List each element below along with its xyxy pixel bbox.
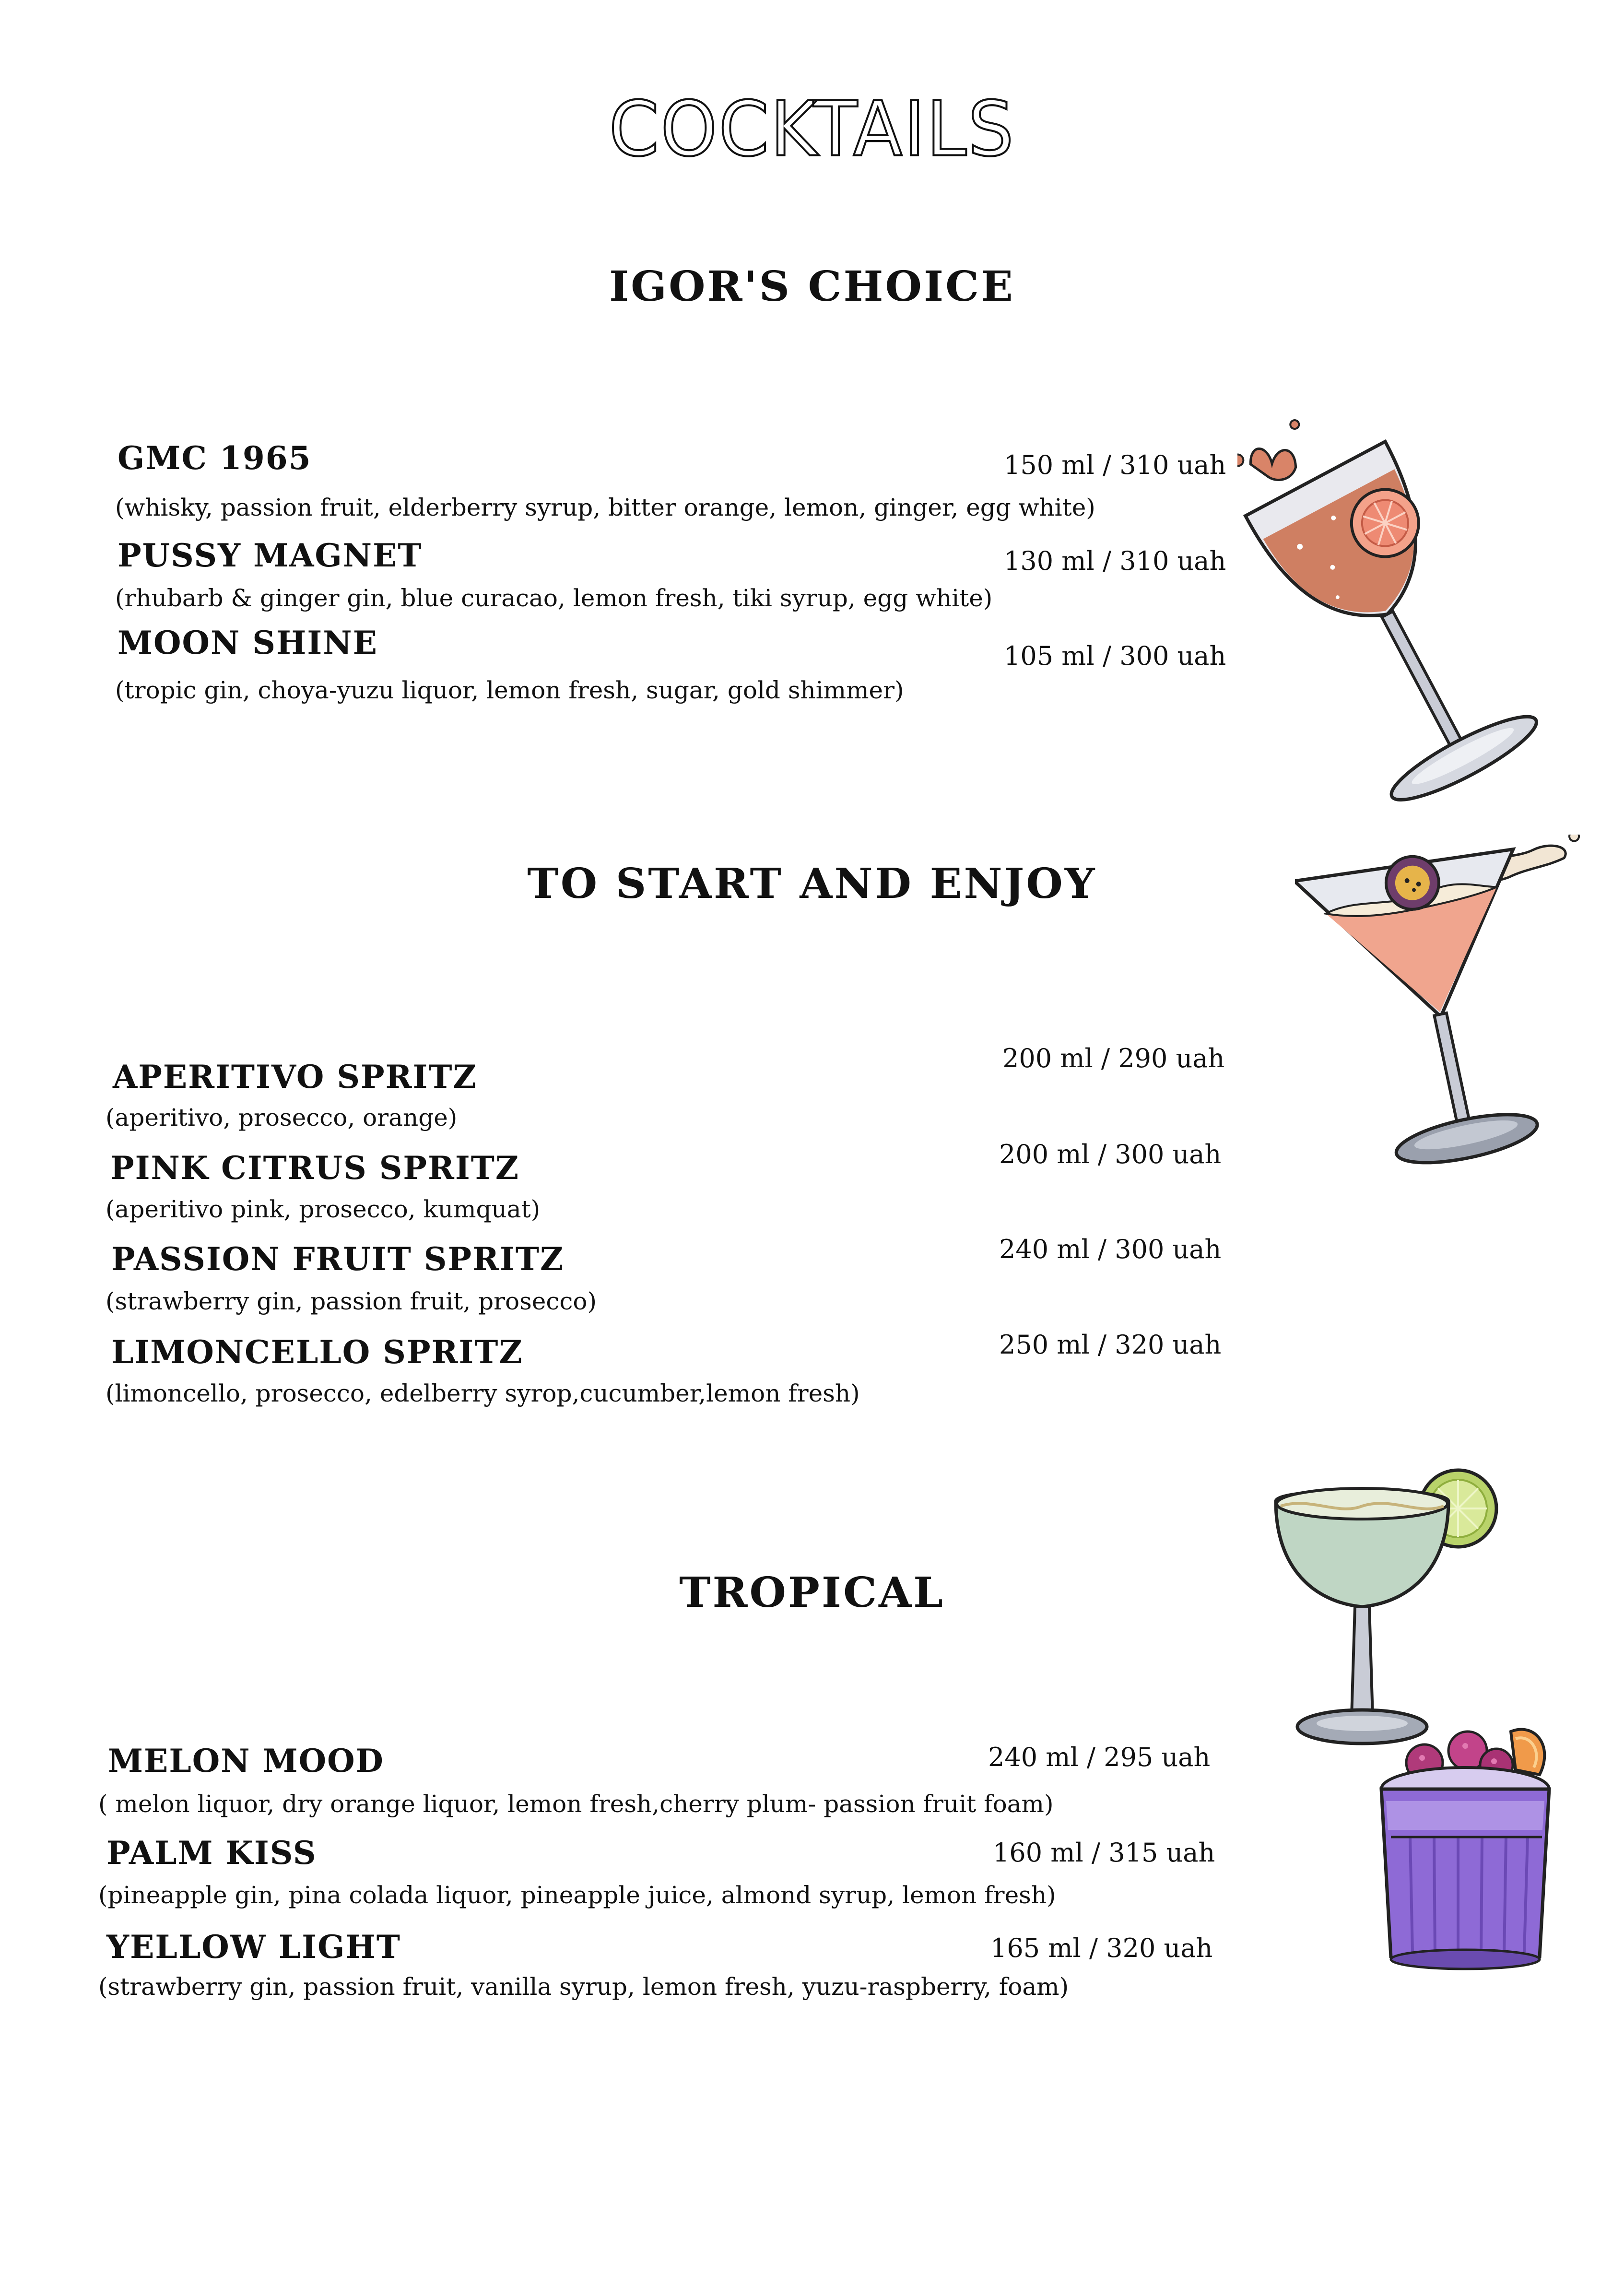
purple-tumbler-icon xyxy=(1372,1717,1564,1976)
item-name-pussy-magnet: PUSSY MAGNET xyxy=(118,537,423,574)
item-description: (strawberry gin, passion fruit, prosecco) xyxy=(106,1287,597,1315)
item-name-moon-shine: MOON SHINE xyxy=(118,624,378,661)
item-price: 165 ml / 320 uah xyxy=(990,1933,1213,1963)
item-description: (rhubarb & ginger gin, blue curacao, lemon fresh, tiki syrup, egg white) xyxy=(115,584,993,612)
item-price: 150 ml / 310 uah xyxy=(1004,450,1226,480)
item-price: 240 ml / 295 uah xyxy=(988,1742,1211,1772)
martini-glass-icon xyxy=(1295,835,1624,1180)
section-title-tropical: TROPICAL xyxy=(679,1568,945,1617)
item-description: (pineapple gin, pina colada liquor, pineapple juice, almond syrup, lemon fresh) xyxy=(98,1881,1056,1909)
item-name-melon-mood: MELON MOOD xyxy=(108,1742,384,1779)
item-price: 200 ml / 300 uah xyxy=(999,1139,1222,1169)
section-title-to-start-and-enjoy: TO START AND ENJOY xyxy=(527,860,1097,908)
item-name-gmc-1965: GMC 1965 xyxy=(118,439,312,477)
item-description: (aperitivo pink, prosecco, kumquat) xyxy=(106,1195,541,1223)
item-price: 160 ml / 315 uah xyxy=(993,1838,1215,1868)
wine-glass-splash-icon xyxy=(1237,384,1554,825)
page-title: COCKTAILS xyxy=(609,85,1015,174)
item-description: ( melon liquor, dry orange liquor, lemon fresh,cherry plum- passion fruit foam) xyxy=(98,1790,1054,1818)
item-price: 250 ml / 320 uah xyxy=(999,1330,1222,1360)
item-description: (strawberry gin, passion fruit, vanilla syrup, lemon fresh, yuzu-raspberry, foam) xyxy=(98,1973,1069,2001)
item-name-palm-kiss: PALM KISS xyxy=(106,1834,317,1872)
item-name-aperitivo-spritz: APERITIVO SPRITZ xyxy=(113,1058,477,1096)
item-name-pink-citrus-spritz: PINK CITRUS SPRITZ xyxy=(110,1149,520,1187)
item-description: (aperitivo, prosecco, orange) xyxy=(106,1104,458,1131)
item-description: (whisky, passion fruit, elderberry syrup, bitter orange, lemon, ginger, egg white) xyxy=(115,494,1095,521)
item-name-passion-fruit-spritz: PASSION FRUIT SPRITZ xyxy=(111,1240,565,1278)
item-description: (tropic gin, choya-yuzu liquor, lemon fresh, sugar, gold shimmer) xyxy=(115,676,904,704)
item-name-limoncello-spritz: LIMONCELLO SPRITZ xyxy=(111,1333,523,1371)
item-name-yellow-light: YELLOW LIGHT xyxy=(106,1928,401,1966)
item-price: 130 ml / 310 uah xyxy=(1004,546,1226,576)
margarita-glass-icon xyxy=(1266,1458,1516,1756)
section-title-igors-choice: IGOR'S CHOICE xyxy=(609,262,1015,311)
item-price: 240 ml / 300 uah xyxy=(999,1234,1222,1264)
item-description: (limoncello, prosecco, edelberry syrop,cucumber,lemon fresh) xyxy=(106,1379,860,1407)
item-price: 200 ml / 290 uah xyxy=(1002,1043,1225,1073)
item-price: 105 ml / 300 uah xyxy=(1004,641,1226,671)
